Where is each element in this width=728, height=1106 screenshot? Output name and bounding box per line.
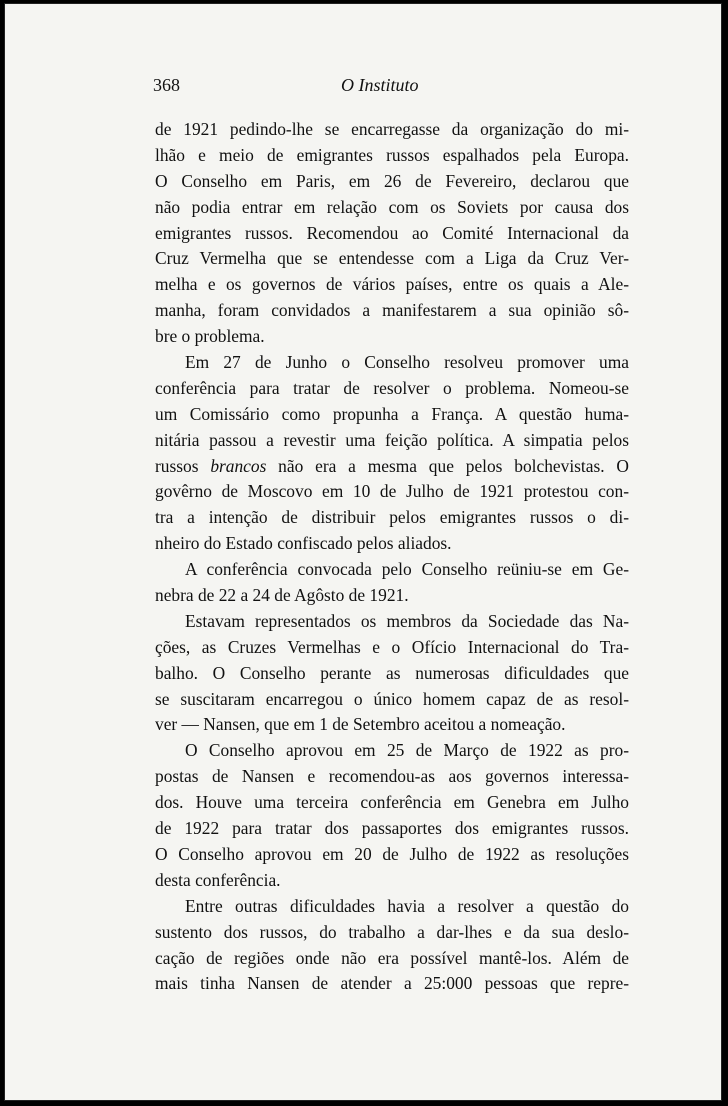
text-line: nheiro do Estado confiscado pelos aliados. <box>155 533 452 554</box>
text-line: nebra de 22 a 24 de Agôsto de 1921. <box>155 585 409 606</box>
text-line: O Conselho aprovou em 20 de Julho de 1922 as resoluções <box>155 843 629 864</box>
text-line: tra a intenção de distribuir pelos emigrantes russos o di- <box>155 507 629 528</box>
running-title: O Instituto <box>341 75 419 95</box>
italic-word: brancos <box>210 455 267 476</box>
text-line: melha e os governos de vários países, entre os quais a Ale- <box>155 274 629 295</box>
paragraph-start-line: O Conselho aprovou em 25 de Março de 1922 as pro- <box>185 740 629 761</box>
text-line: nitária passou a revestir uma feição política. A simpatia pelos <box>155 429 629 450</box>
text-line: manha, foram convidados a manifestarem a sua opinião sô- <box>155 300 629 321</box>
paragraph-start-line: A conferência convocada pelo Conselho reüniu-se em Ge- <box>185 559 629 580</box>
text-line: desta conferência. <box>155 869 281 890</box>
text-line: dos. Houve uma terceira conferência em Genebra em Julho <box>155 792 629 813</box>
text-line: govêrno de Moscovo em 10 de Julho de 1921 protestou con- <box>155 481 629 502</box>
paragraph-start-line: Entre outras dificuldades havia a resolver a questão do <box>185 895 629 916</box>
text-line: sustento dos russos, do trabalho a dar-lhes e da sua deslo- <box>155 921 629 942</box>
text-line: não podia entrar em relação com os Soviets por causa dos <box>155 196 629 217</box>
text-line: se suscitaram encarregou o único homem capaz de as resol- <box>155 688 629 709</box>
page-header <box>153 75 633 101</box>
page-number: 368 <box>153 75 180 95</box>
text-segment: não era a mesma que pelos bolchevistas. O <box>266 455 629 476</box>
text-line: de 1921 pedindo-lhe se encarregasse da organização do mi- <box>155 119 629 139</box>
text-line: emigrantes russos. Recomendou ao Comité Internacional da <box>155 222 629 243</box>
text-line <box>155 454 629 480</box>
text-line: conferência para tratar de resolver o problema. Nomeou-se <box>155 377 629 398</box>
body-text <box>155 117 629 997</box>
text-segment: russos <box>155 455 211 476</box>
text-line: cação de regiões onde não era possível mantê-los. Além de <box>155 947 629 968</box>
text-line: ver — Nansen, que em 1 de Setembro aceitou a nomeação. <box>155 714 566 735</box>
text-line: ções, as Cruzes Vermelhas e o Ofício Internacional do Tra- <box>155 636 629 657</box>
text-line: lhão e meio de emigrantes russos espalhados pela Europa. <box>155 144 629 165</box>
paragraph-start-line: Estavam representados os membros da Sociedade das Na- <box>185 610 629 631</box>
book-page <box>4 3 722 1101</box>
text-line: mais tinha Nansen de atender a 25:000 pessoas que repre- <box>155 973 629 994</box>
text-line: Cruz Vermelha que se entendesse com a Liga da Cruz Ver- <box>155 248 629 269</box>
text-line: O Conselho em Paris, em 26 de Fevereiro, declarou que <box>155 170 629 191</box>
text-line: de 1922 para tratar dos passaportes dos emigrantes russos. <box>155 818 629 839</box>
text-line: um Comissário como propunha a França. A questão huma- <box>155 403 629 424</box>
text-line: balho. O Conselho perante as numerosas dificuldades que <box>155 662 629 683</box>
text-line: bre o problema. <box>155 326 265 347</box>
text-line: postas de Nansen e recomendou-as aos governos interessa- <box>155 766 629 787</box>
paragraph-start-line: Em 27 de Junho o Conselho resolveu promover uma <box>185 352 629 373</box>
